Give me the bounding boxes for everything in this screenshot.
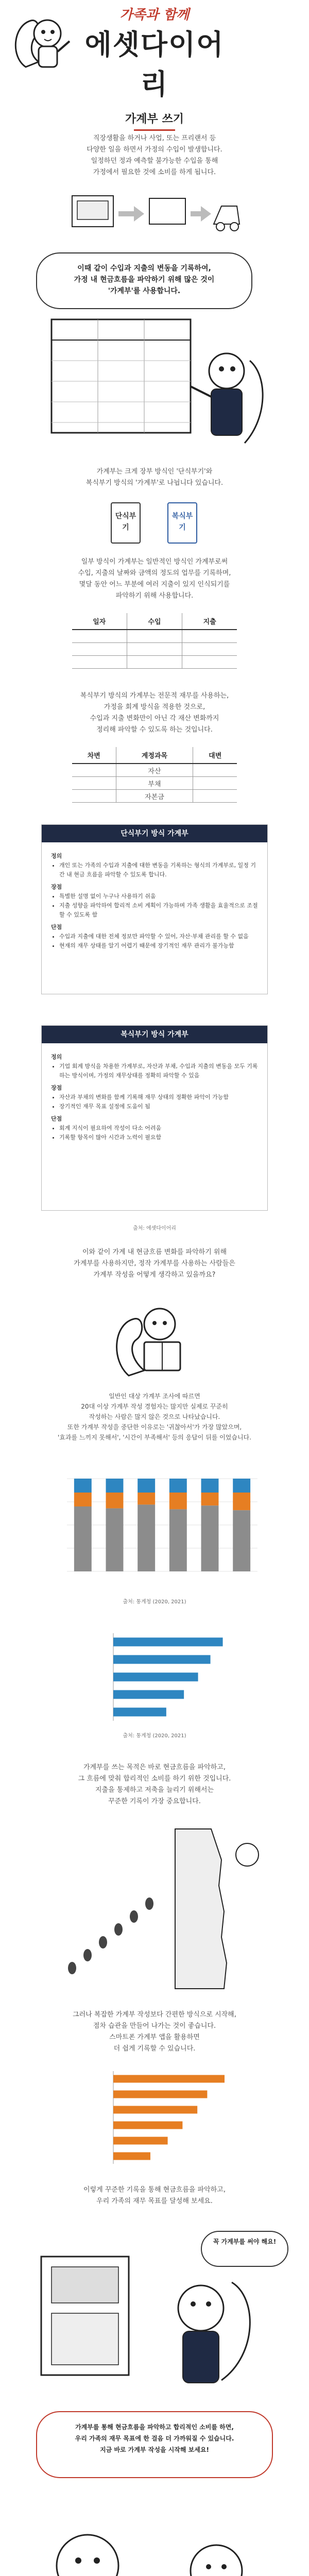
double-entry-paragraph bbox=[31, 690, 278, 736]
group-list bbox=[51, 861, 258, 879]
double-entry-book-label: 복식부기 bbox=[171, 512, 193, 532]
group-list bbox=[51, 1124, 258, 1142]
list-item: • 현재의 재무 상태를 알기 어렵기 때문에 장기적인 재무 관리가 불가능함 bbox=[59, 941, 258, 951]
bar-segment bbox=[106, 1493, 124, 1509]
horizontal-bar-chart-2 bbox=[62, 2066, 247, 2169]
closing-paragraph bbox=[31, 1762, 278, 1807]
single-entry-line: 몇달 동안 어느 부분에 여러 지출이 있지 인식되기를 bbox=[79, 581, 230, 588]
bar-segment bbox=[138, 1479, 155, 1493]
bar bbox=[113, 2075, 225, 2083]
bar-segment bbox=[201, 1479, 219, 1493]
table-cell: 자산 bbox=[116, 764, 193, 777]
bar bbox=[113, 1638, 223, 1647]
table-row bbox=[72, 777, 237, 790]
bar-segment bbox=[233, 1493, 250, 1510]
box-title: 복식부기 방식 가계부 bbox=[42, 1026, 267, 1043]
bar-segment bbox=[106, 1479, 124, 1493]
stat-line: 가계부 작성을 어떻게 생각하고 있을까요? bbox=[93, 1271, 216, 1279]
chart-source: 출처: 통계청 (2020, 2021) bbox=[123, 1599, 186, 1605]
closing-line: 이렇게 꾸준한 기록을 통해 현금흐름을 파악하고, bbox=[83, 2186, 226, 2194]
bar bbox=[113, 2106, 197, 2114]
highlight-bubble bbox=[36, 2411, 273, 2478]
ledger-board-illustration bbox=[41, 314, 268, 453]
bar bbox=[113, 2091, 207, 2098]
header-title: 에셋다이어리 bbox=[84, 28, 225, 100]
table-header: 수입 bbox=[127, 613, 182, 630]
bar-segment bbox=[201, 1505, 219, 1571]
highlight-line: 지금 바로 가계부 작성을 시작해 보세요! bbox=[100, 2446, 209, 2453]
single-entry-line: 수입, 지출의 날짜와 금액의 정도의 업무를 기록하며, bbox=[78, 569, 231, 577]
highlight-line: 가계부를 통해 현금흐름을 파악하고 합리적인 소비를 하면, bbox=[75, 2424, 234, 2431]
speech-bubble bbox=[36, 252, 252, 309]
double-entry-line: 복식부기 방식의 가계부는 전문적 재무를 사용하는, bbox=[80, 692, 229, 700]
intro-line: 다양한 일을 하면서 가정의 수입이 발생합니다. bbox=[87, 146, 222, 154]
list-item: • 장기적인 재무 목표 설정에 도움이 됨 bbox=[59, 1102, 258, 1111]
intro-line: 가정에서 필요한 것에 소비를 하게 됩니다. bbox=[93, 168, 216, 176]
ledger-line: 복식부기 방식의 '가계부'로 나뉩니다 있습니다. bbox=[85, 479, 224, 487]
bar bbox=[113, 2153, 150, 2160]
list-item: • 회계 지식이 필요하여 작성이 다소 어려움 bbox=[59, 1124, 258, 1133]
bar bbox=[113, 1655, 211, 1664]
closing-line: 가계부를 쓰는 목적은 바로 현금흐름을 파악하고, bbox=[83, 1764, 226, 1771]
bar-segment bbox=[233, 1510, 250, 1571]
table-header: 지출 bbox=[182, 613, 237, 630]
single-entry-line: 파악하기 위해 사용합니다. bbox=[115, 592, 194, 600]
intro-line: 일정하던 정과 예측할 불가능한 수입을 통해 bbox=[91, 157, 218, 165]
double-entry-book-icon bbox=[167, 502, 197, 544]
list-item: • 특별한 설명 없이 누구나 사용하기 쉬움 bbox=[59, 892, 258, 901]
list-item: • 개인 또는 가족의 수입과 지출에 대한 변동을 기록하는 형식의 가계부로, 일정 기간 내 현금 흐름을 파악할 수 있도록 합니다. bbox=[59, 861, 258, 879]
horizontal-bar-chart bbox=[62, 1628, 247, 1726]
closing-line: 그러나 복잡한 가계부 작성보다 간편한 방식으로 시작해, bbox=[73, 2011, 236, 2019]
table-row bbox=[72, 656, 237, 669]
box-title: 단식부기 방식 가계부 bbox=[42, 825, 267, 842]
closing-line: 스마트폰 가계부 앱을 활용하면 bbox=[109, 2033, 200, 2041]
speech-line: 이때 같이 수입과 지출의 변동을 기록하여, bbox=[77, 264, 211, 273]
single-entry-paragraph bbox=[31, 556, 278, 602]
stat-paragraph bbox=[31, 1247, 278, 1281]
table-row bbox=[72, 643, 237, 656]
table-header: 대변 bbox=[193, 747, 237, 764]
single-entry-table bbox=[72, 613, 237, 669]
bar-segment bbox=[74, 1479, 92, 1493]
double-entry-line: 수입과 지출 변화만이 아닌 각 재산 변화까지 bbox=[90, 715, 219, 722]
double-entry-line: 정리해 파악할 수 있도록 하는 것입니다. bbox=[96, 726, 213, 734]
group-list bbox=[51, 1062, 258, 1080]
closing-line: 그 흐름에 맞춰 합리적인 소비를 하기 위한 것입니다. bbox=[78, 1775, 231, 1783]
closing-line: 꾸준한 기록이 가장 중요합니다. bbox=[108, 1798, 201, 1805]
section-title-underline bbox=[134, 129, 175, 131]
bar-segment bbox=[74, 1493, 92, 1506]
table-row bbox=[72, 630, 237, 643]
bar-segment bbox=[169, 1493, 187, 1509]
stat-line: 가계부를 사용하지만, 정작 가계부를 사용하는 사람들은 bbox=[74, 1260, 235, 1267]
box-body bbox=[42, 1043, 267, 1150]
chart-source: 출처: 통계청 (2020, 2021) bbox=[123, 1733, 186, 1739]
closing-line: 지출을 통제하고 저축을 늘리기 위해서는 bbox=[95, 1786, 214, 1794]
list-item: • 수입과 지출에 대한 전체 정보만 파악할 수 있어, 자산·부채 관리를 할 수 없음 bbox=[59, 932, 258, 941]
group-list bbox=[51, 1093, 258, 1111]
group-title: 장점 bbox=[51, 1084, 62, 1091]
ledger-paragraph bbox=[31, 466, 278, 489]
group-title: 단점 bbox=[51, 924, 62, 930]
table-row bbox=[72, 764, 237, 777]
double-entry-box bbox=[41, 1025, 268, 1211]
bar-segment bbox=[201, 1493, 219, 1505]
group-title: 장점 bbox=[51, 884, 62, 890]
stat-line: 또한 가계부 작성을 중단한 이유로는 '귀찮아서'가 가장 많았으며, bbox=[67, 1423, 242, 1431]
bar bbox=[113, 1708, 166, 1717]
table-cell: 자본금 bbox=[116, 790, 193, 803]
list-item: • 기업 회계 방식을 차용한 가계부로, 자산과 부채, 수입과 지출의 변동을 모두 기록하는 방식이며, 가정의 재무상태를 정확히 파악할 수 있음 bbox=[59, 1062, 258, 1080]
bar-segment bbox=[138, 1493, 155, 1504]
single-entry-book-icon bbox=[111, 502, 141, 544]
list-item: • 자산과 부채의 변화를 함께 기록해 재무 상태의 정확한 파악이 가능함 bbox=[59, 1093, 258, 1102]
money-flow-illustration bbox=[67, 185, 242, 242]
single-entry-box bbox=[41, 824, 268, 994]
bar-segment bbox=[74, 1506, 92, 1571]
bar-segment bbox=[169, 1479, 187, 1493]
single-entry-book-label: 단식부기 bbox=[115, 512, 136, 532]
stat-line: 20대 이상 가계부 작성 경험자는 많지만 실제로 꾸준히 bbox=[81, 1403, 228, 1410]
group-title: 단점 bbox=[51, 1115, 62, 1122]
closing-line: 점차 습관을 만들어 나가는 것이 좋습니다. bbox=[93, 2022, 216, 2030]
family-squirrels-illustration bbox=[31, 2494, 278, 2576]
double-entry-line: 가정을 회계 방식을 적용한 것으로, bbox=[104, 703, 205, 711]
table-cell: 부채 bbox=[116, 777, 193, 790]
group-title: 정의 bbox=[51, 853, 62, 859]
reading-squirrel-illustration bbox=[108, 1293, 201, 1381]
speech-bubble-small bbox=[201, 2231, 288, 2267]
table-row bbox=[72, 790, 237, 803]
single-entry-line: 일부 방식이 가계부는 일반적인 방식인 가계부로써 bbox=[81, 558, 228, 566]
bar-segment bbox=[233, 1479, 250, 1493]
highlight-line: 우리 가족의 재무 목표에 한 걸음 더 가까워질 수 있습니다. bbox=[75, 2435, 234, 2442]
double-entry-table bbox=[72, 747, 237, 803]
stat-line: 일반인 대상 가계부 조사에 따르면 bbox=[109, 1393, 200, 1400]
section-title-text: 가계부 쓰기 bbox=[125, 113, 184, 126]
list-item: • 지출 성향을 파악하여 합리적 소비 계획이 가능하며 가족 생활을 효율적으로 조절 할 수 있도록 함 bbox=[59, 901, 258, 920]
table-header: 계정과목 bbox=[116, 747, 193, 764]
bar-segment bbox=[169, 1509, 187, 1571]
stat-paragraph bbox=[31, 1391, 278, 1443]
header-subtitle: 가족과 함께 bbox=[119, 7, 190, 23]
bar-segment bbox=[106, 1509, 124, 1571]
section-title bbox=[118, 110, 191, 131]
list-item: • 기록할 항목이 많아 시간과 노력이 필요함 bbox=[59, 1133, 258, 1142]
bar bbox=[113, 2122, 182, 2129]
box-body bbox=[42, 842, 267, 959]
ledger-line: 가계부는 크게 장부 방식인 '단식부기'와 bbox=[96, 468, 213, 476]
speech-line: 가정 내 현금흐름을 파악하기 위해 많은 것이 bbox=[74, 276, 215, 284]
intro-paragraph bbox=[31, 133, 278, 178]
bar-segment bbox=[138, 1504, 155, 1571]
closing-line: 더 쉽게 기록할 수 있습니다. bbox=[113, 2045, 196, 2053]
closing-paragraph bbox=[31, 2184, 278, 2207]
closing-paragraph bbox=[31, 2009, 278, 2055]
stat-line: 이와 같이 가계 내 현금흐름 변화를 파악하기 위해 bbox=[82, 1248, 227, 1256]
speech-line: '가계부'를 사용합니다. bbox=[108, 287, 181, 295]
source-note: 출처: 에셋다이어리 bbox=[133, 1226, 176, 1231]
table-header: 차변 bbox=[72, 747, 116, 764]
stat-line: 작성하는 사람은 많지 않은 것으로 나타났습니다. bbox=[89, 1413, 220, 1420]
stacked-bar-chart bbox=[46, 1473, 263, 1592]
closing-line: 우리 가족의 재무 목표를 달성해 보세요. bbox=[96, 2197, 213, 2205]
intro-line: 직장생활을 하거나 사업, 또는 프리랜서 등 bbox=[93, 134, 216, 142]
bar bbox=[113, 2137, 168, 2145]
footprints-illustration bbox=[41, 1824, 268, 1994]
stat-line: '효과를 느끼지 못해서', '시간이 부족해서' 등의 응답이 뒤를 이었습니다. bbox=[58, 1434, 251, 1441]
bar bbox=[113, 1673, 198, 1682]
group-list bbox=[51, 892, 258, 920]
bar bbox=[113, 1690, 184, 1699]
table-header: 일자 bbox=[72, 613, 127, 630]
speech-line: 꼭 가계부를 써야 해요! bbox=[213, 2238, 277, 2245]
header bbox=[0, 0, 309, 100]
squirrel-mascot-icon bbox=[10, 5, 72, 72]
group-list bbox=[51, 932, 258, 951]
group-title: 정의 bbox=[51, 1054, 62, 1060]
